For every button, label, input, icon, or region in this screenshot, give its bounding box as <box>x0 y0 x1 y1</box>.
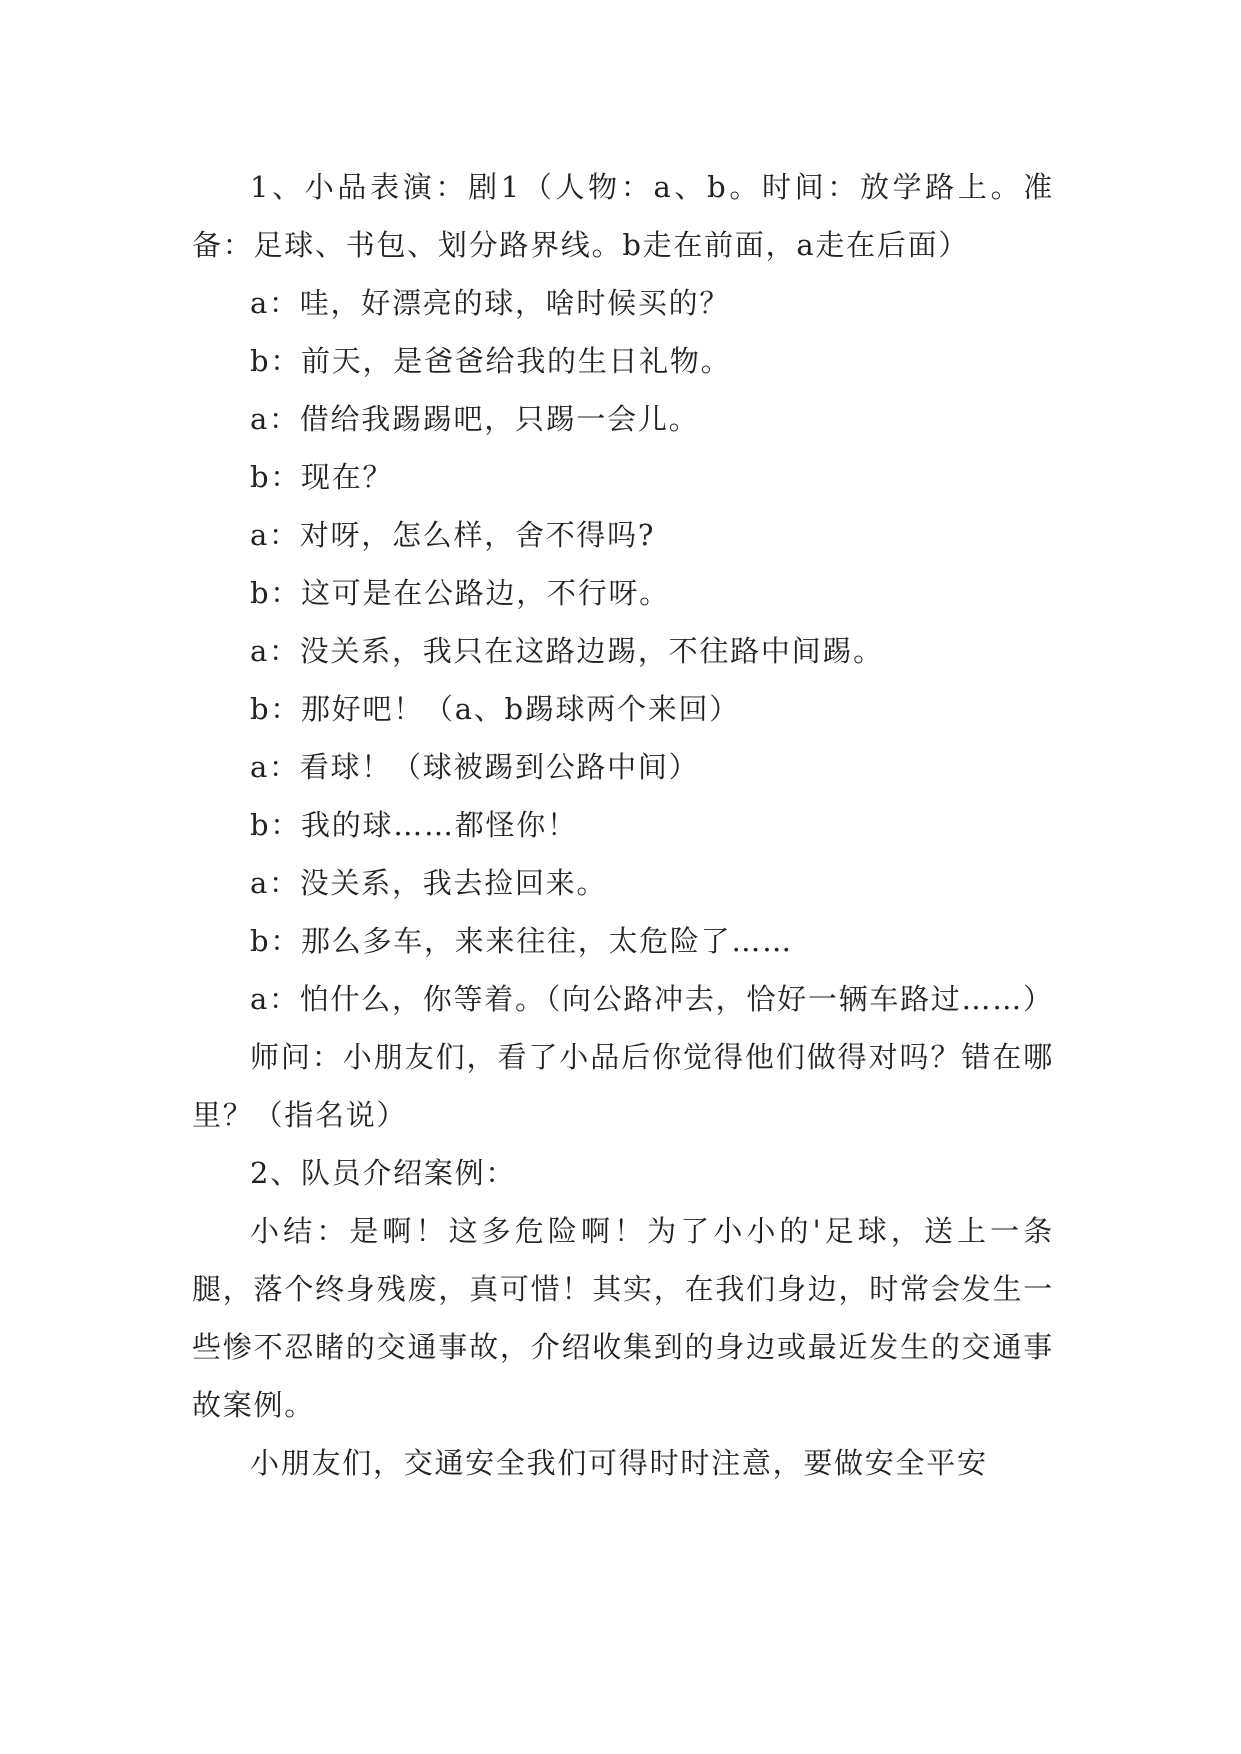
paragraph-closing: 小朋友们，交通安全我们可得时时注意，要做安全平安 <box>250 1446 988 1480</box>
dialogue-line: b：现在？ <box>250 460 394 494</box>
document-body <box>192 158 1054 1492</box>
dialogue-line: a：没关系，我只在这路边踢，不往路中间踢。 <box>250 634 884 668</box>
dialogue-line: b：这可是在公路边，不行呀。 <box>250 576 670 610</box>
dialogue-line: b：那好吧！（a、b踢球两个来回） <box>250 692 740 726</box>
dialogue-line: a：对呀，怎么样，舍不得吗? <box>250 518 656 552</box>
paragraph-teacher-question: 师问：小朋友们，看了小品后你觉得他们做得对吗？错在哪里？（指名说） <box>192 1040 1054 1132</box>
paragraph-summary: 小结：是啊！这多危险啊！为了小小的'足球，送上一条腿，落个终身残废，真可惜！其实，在我们身边，时常会发生一些惨不忍睹的交通事故，介绍收集到的身边或最近发生的交通事故案例。 <box>192 1214 1054 1422</box>
paragraph-skit-intro: 1、小品表演：剧1（人物：a、b。时间：放学路上。准备：足球、书包、划分路界线。b走在前面，a走在后面） <box>192 170 1054 262</box>
dialogue-line: a：怕什么，你等着。（向公路冲去，恰好一辆车路过……） <box>250 982 1054 1016</box>
paragraph-case-heading: 2、队员介绍案例： <box>250 1156 517 1190</box>
dialogue-line: a：哇，好漂亮的球，啥时候买的？ <box>250 286 731 320</box>
dialogue-line: a：看球！（球被踢到公路中间） <box>250 750 700 784</box>
dialogue-line: b：我的球……都怪你！ <box>250 808 578 842</box>
dialogue-line: b：那么多车，来来往往，太危险了…… <box>250 924 793 958</box>
dialogue-line: b：前天，是爸爸给我的生日礼物。 <box>250 344 732 378</box>
dialogue-line: a：借给我踢踢吧，只踢一会儿。 <box>250 402 700 436</box>
dialogue-line: a：没关系，我去捡回来。 <box>250 866 608 900</box>
